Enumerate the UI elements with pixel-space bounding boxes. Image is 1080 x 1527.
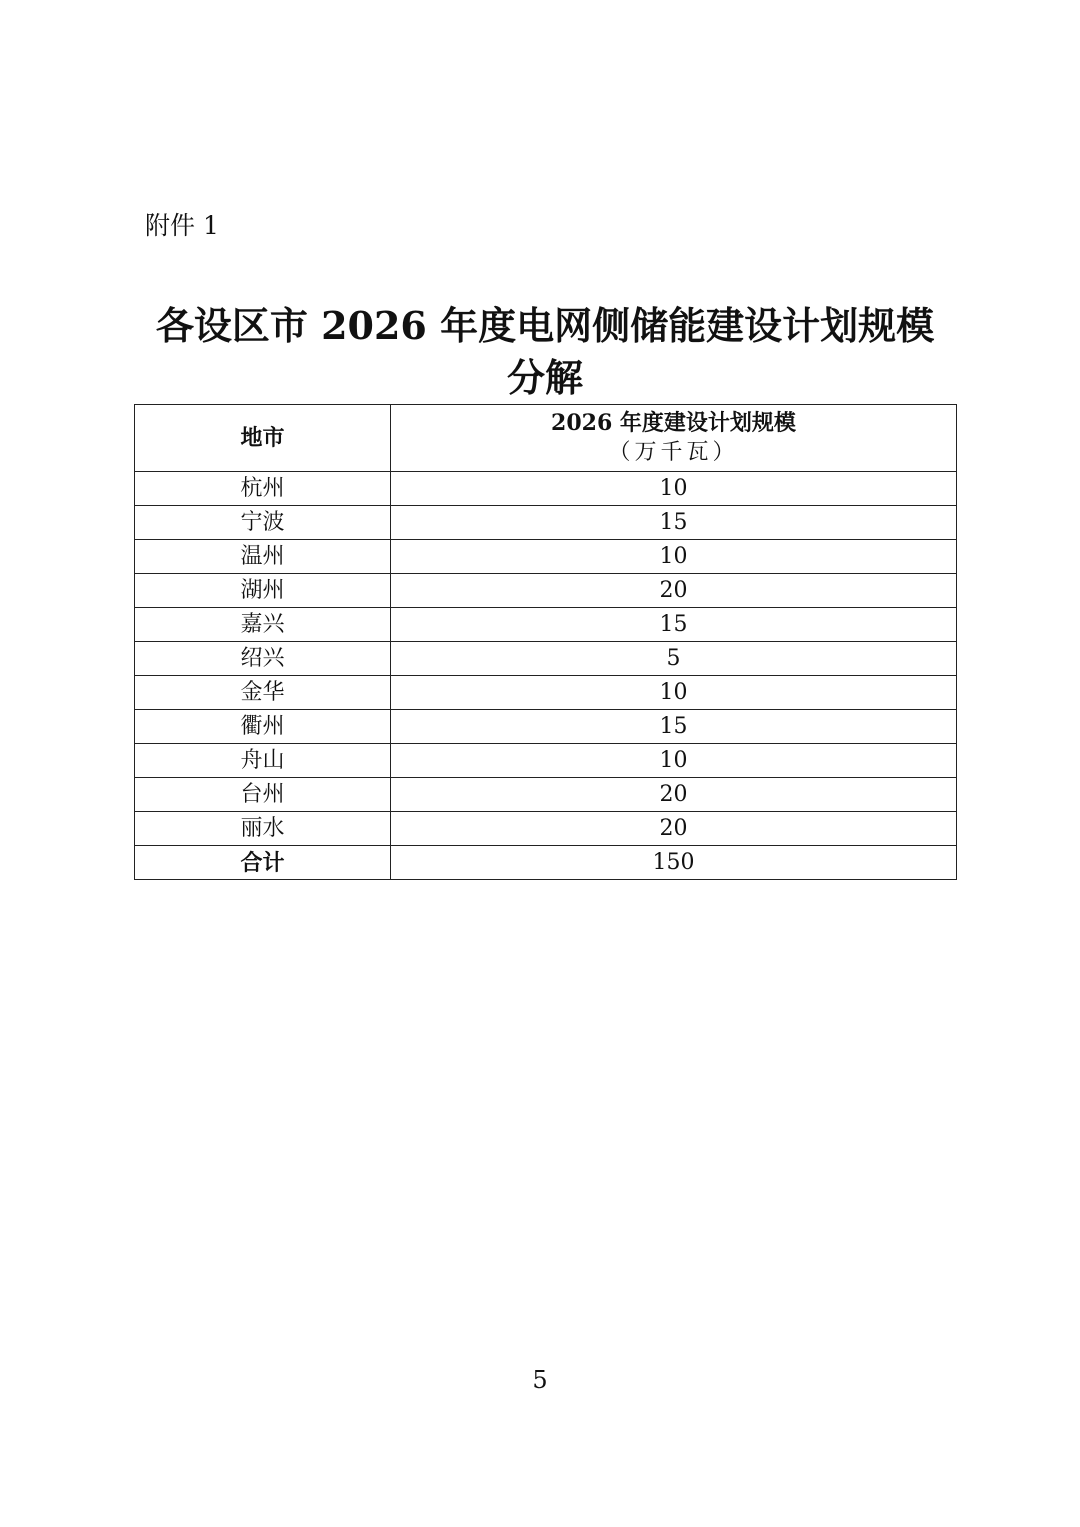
value-cell: 20 xyxy=(391,778,957,812)
total-row xyxy=(135,846,957,880)
city-cell: 丽水 xyxy=(135,812,391,846)
attachment-label: 附件 1 xyxy=(145,211,219,240)
value-cell: 20 xyxy=(391,812,957,846)
table-row xyxy=(135,812,957,846)
table-row xyxy=(135,608,957,642)
header-scale-label: 2026 年度建设计划规模 xyxy=(551,410,796,436)
value-cell: 10 xyxy=(391,540,957,574)
city-cell: 台州 xyxy=(135,778,391,812)
table-row xyxy=(135,744,957,778)
value-cell: 10 xyxy=(391,676,957,710)
document-title-line-2: 分解 xyxy=(506,355,583,400)
document-title-line-1: 各设区市 2026 年度电网侧储能建设计划规模 xyxy=(155,303,935,348)
table-row xyxy=(135,506,957,540)
table-row xyxy=(135,676,957,710)
table-row xyxy=(135,472,957,506)
table-row xyxy=(135,574,957,608)
value-cell: 15 xyxy=(391,506,957,540)
value-cell: 5 xyxy=(391,642,957,676)
value-cell: 15 xyxy=(391,710,957,744)
value-cell: 15 xyxy=(391,608,957,642)
table-row xyxy=(135,540,957,574)
table-row xyxy=(135,710,957,744)
value-cell: 10 xyxy=(391,472,957,506)
total-value: 150 xyxy=(391,846,957,880)
document-title xyxy=(120,300,970,404)
table-row xyxy=(135,778,957,812)
city-cell: 湖州 xyxy=(135,574,391,608)
city-cell: 温州 xyxy=(135,540,391,574)
city-cell: 绍兴 xyxy=(135,642,391,676)
city-cell: 衢州 xyxy=(135,710,391,744)
city-cell: 金华 xyxy=(135,676,391,710)
value-cell: 20 xyxy=(391,574,957,608)
table-row xyxy=(135,642,957,676)
header-city: 地市 xyxy=(135,405,391,472)
header-scale-unit: （万千瓦） xyxy=(608,440,739,465)
city-cell: 杭州 xyxy=(135,472,391,506)
allocation-table xyxy=(134,404,957,880)
table-header-row xyxy=(135,405,957,472)
city-cell: 宁波 xyxy=(135,506,391,540)
page-number: 5 xyxy=(532,1366,548,1394)
header-scale xyxy=(391,405,957,472)
value-cell: 10 xyxy=(391,744,957,778)
total-label: 合计 xyxy=(135,846,391,880)
city-cell: 舟山 xyxy=(135,744,391,778)
city-cell: 嘉兴 xyxy=(135,608,391,642)
